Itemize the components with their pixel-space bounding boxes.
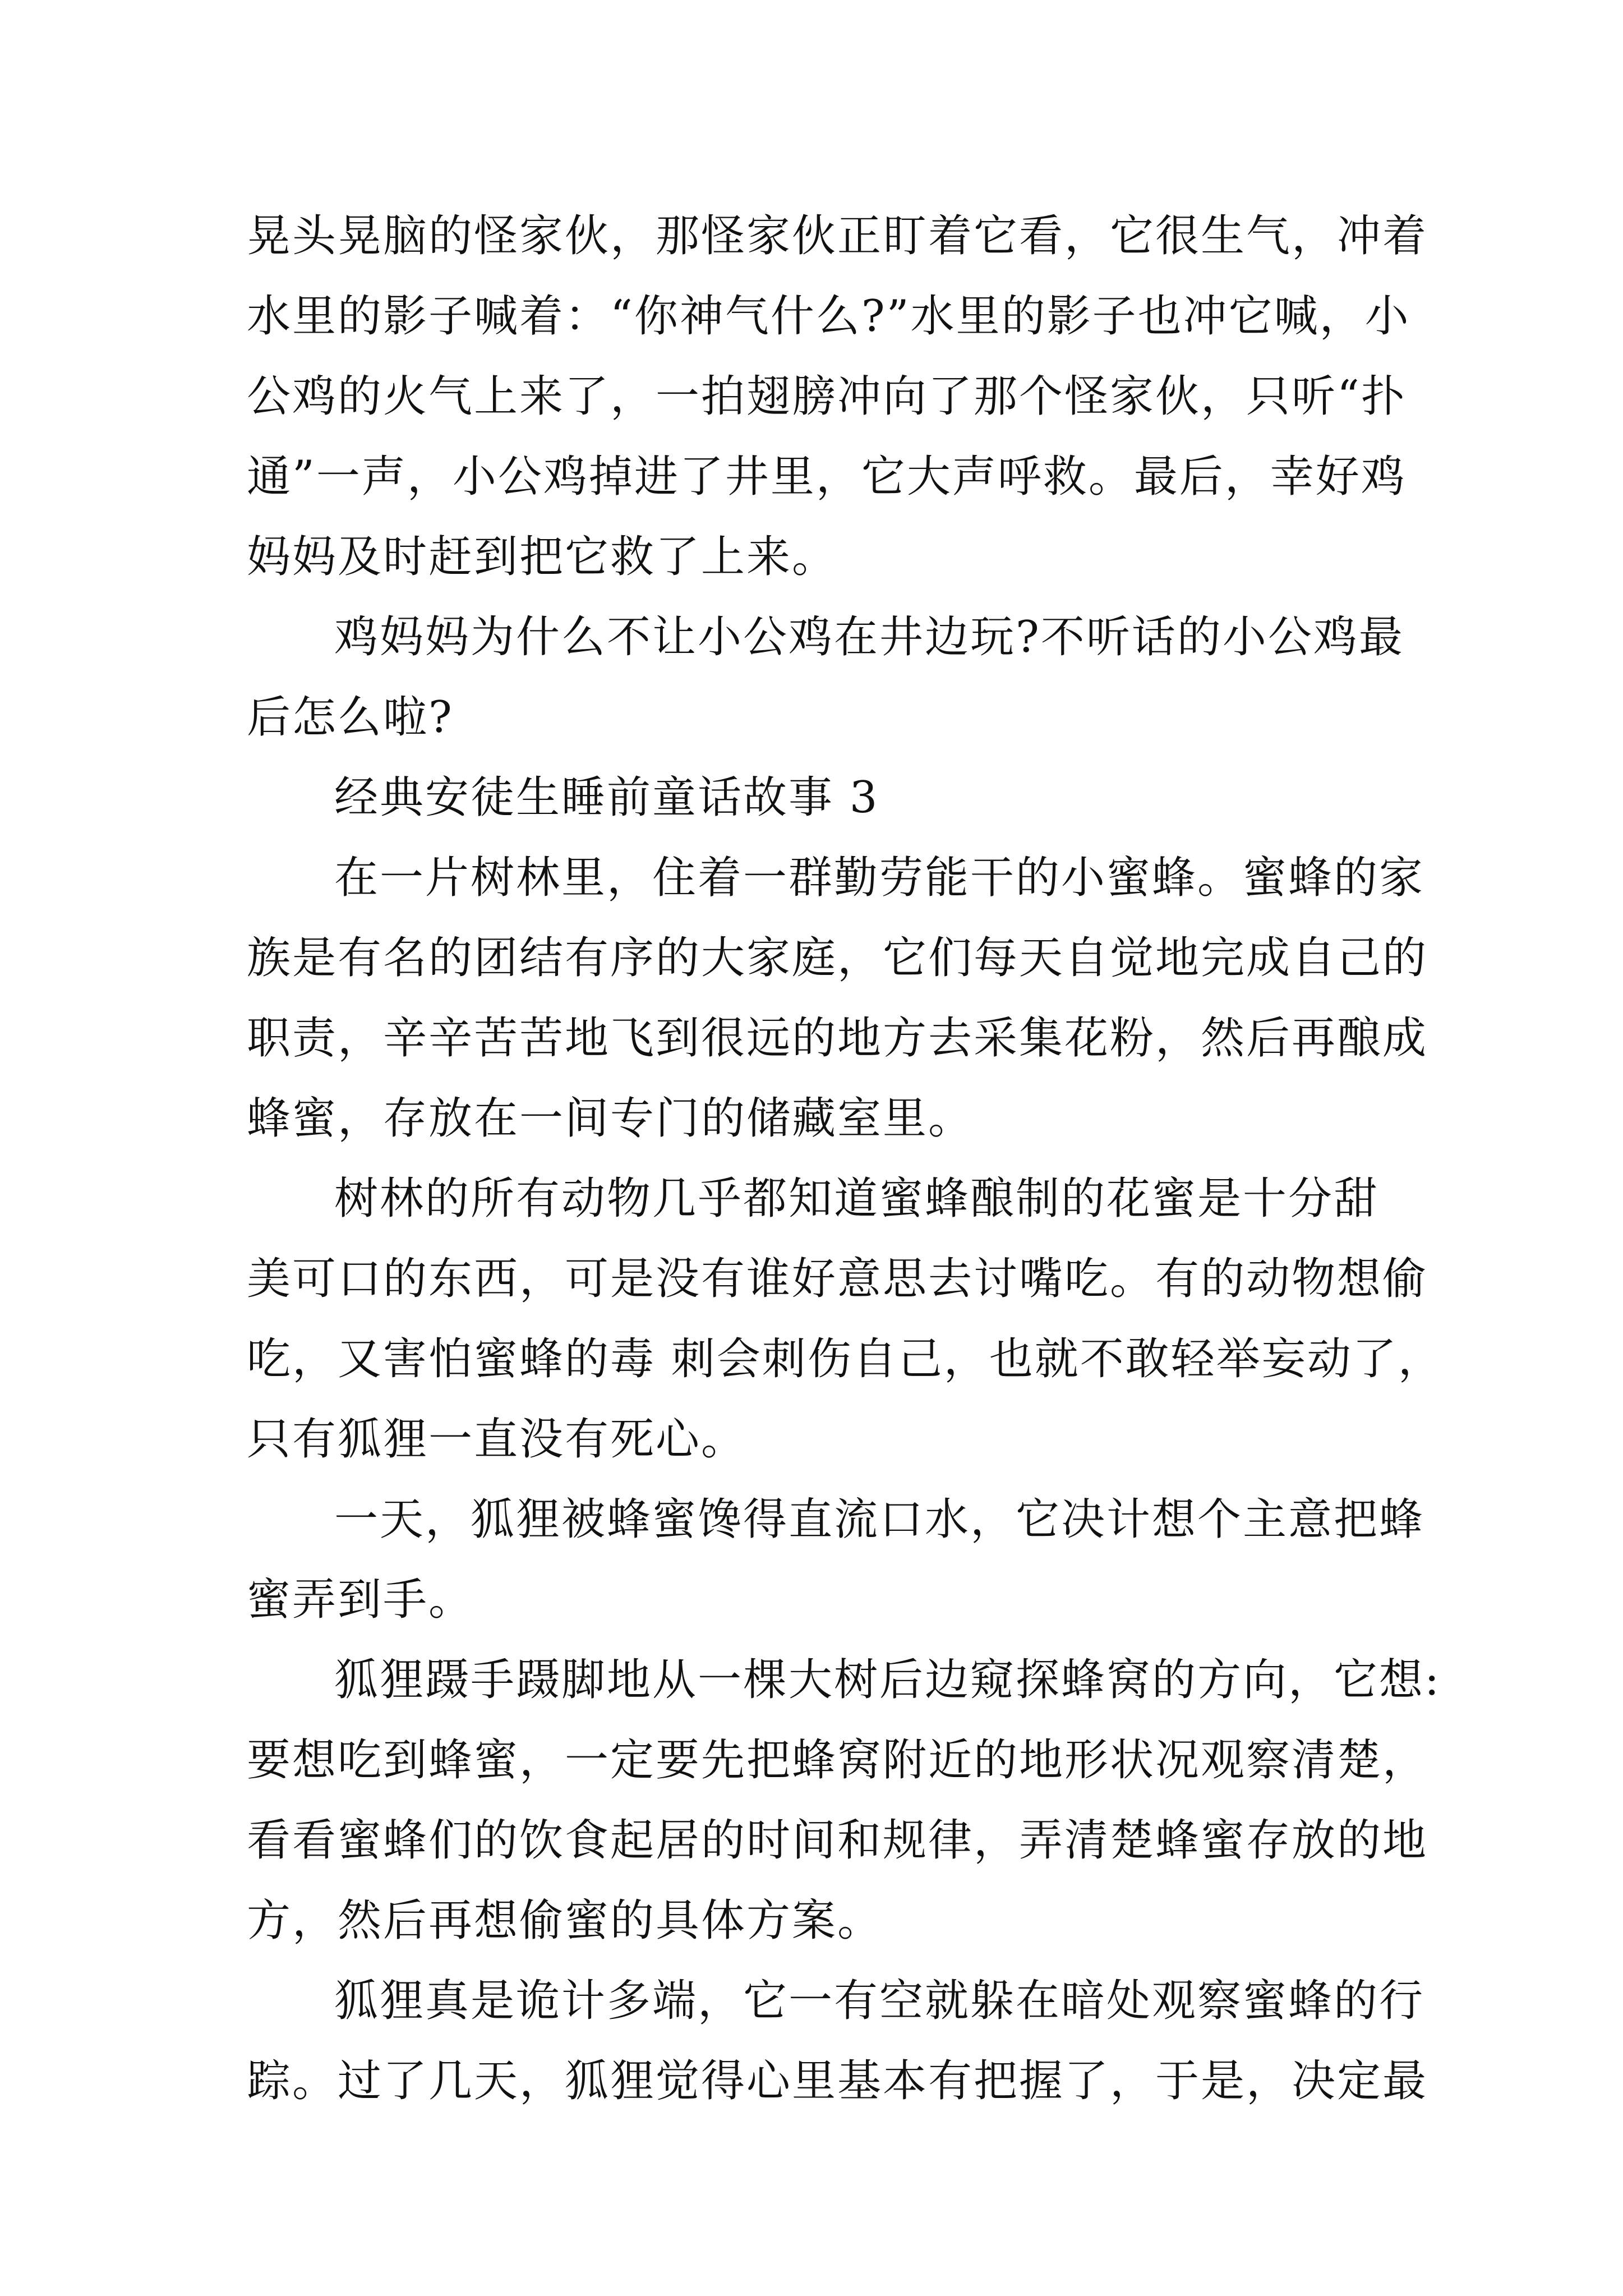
text-line: 蜂蜜，存放在一间专门的储藏室里。: [247, 1093, 974, 1144]
text-line: 妈妈及时赶到把它救了上来。: [247, 532, 838, 582]
text-line: 树林的所有动物几乎都知道蜜蜂酿制的花蜜是十分甜: [334, 1174, 1380, 1224]
text-line: 后怎么啦?: [247, 692, 454, 743]
text-line: 通”一声，小公鸡掉进了井里，它大声呼救。最后，幸好鸡: [247, 452, 1407, 502]
text-line: 公鸡的火气上来了，一拍翅膀冲向了那个怪家伙，只听“扑: [247, 371, 1407, 422]
text-line: 看看蜜蜂们的饮食起居的时间和规律，弄清楚蜂蜜存放的地: [247, 1815, 1428, 1866]
text-line: 吃，又害怕蜜蜂的毒 刺会刺伤自己，也就不敢轻举妄动了，: [247, 1334, 1444, 1384]
text-line: 晃头晃脑的怪家伙，那怪家伙正盯着它看，它很生气，冲着: [247, 211, 1428, 261]
text-line: 职责，辛辛苦苦地飞到很远的地方去采集花粉，然后再酿成: [247, 1013, 1428, 1064]
text-line: 水里的影子喊着：“你神气什么?”水里的影子也冲它喊，小: [247, 291, 1410, 342]
document-body: [247, 196, 1444, 2122]
text-line: 族是有名的团结有序的大家庭，它们每天自觉地完成自己的: [247, 933, 1428, 983]
text-line: 方，然后再想偷蜜的具体方案。: [247, 1895, 883, 1946]
text-line: 要想吃到蜂蜜，一定要先把蜂窝附近的地形状况观察清楚，: [247, 1735, 1428, 1786]
text-line: 一天，狐狸被蜂蜜馋得直流口水，它决计想个主意把蜂: [334, 1494, 1425, 1545]
text-line: 狐狸蹑手蹑脚地从一棵大树后边窥探蜂窝的方向，它想:: [334, 1655, 1441, 1705]
text-line: 狐狸真是诡计多端，它一有空就躲在暗处观察蜜蜂的行: [334, 1976, 1425, 2026]
text-line: 蜜弄到手。: [247, 1575, 474, 1625]
section-heading: 经典安徒生睡前童话故事 3: [334, 772, 879, 823]
text-line: 美可口的东西，可是没有谁好意思去讨嘴吃。有的动物想偷: [247, 1254, 1428, 1304]
text-line: 踪。过了几天，狐狸觉得心里基本有把握了，于是，决定最: [247, 2056, 1428, 2106]
text-line: 在一片树林里，住着一群勤劳能干的小蜜蜂。蜜蜂的家: [334, 853, 1425, 903]
text-line: 鸡妈妈为什么不让小公鸡在井边玩?不听话的小公鸡最: [334, 612, 1404, 662]
text-line: 只有狐狸一直没有死心。: [247, 1414, 747, 1465]
